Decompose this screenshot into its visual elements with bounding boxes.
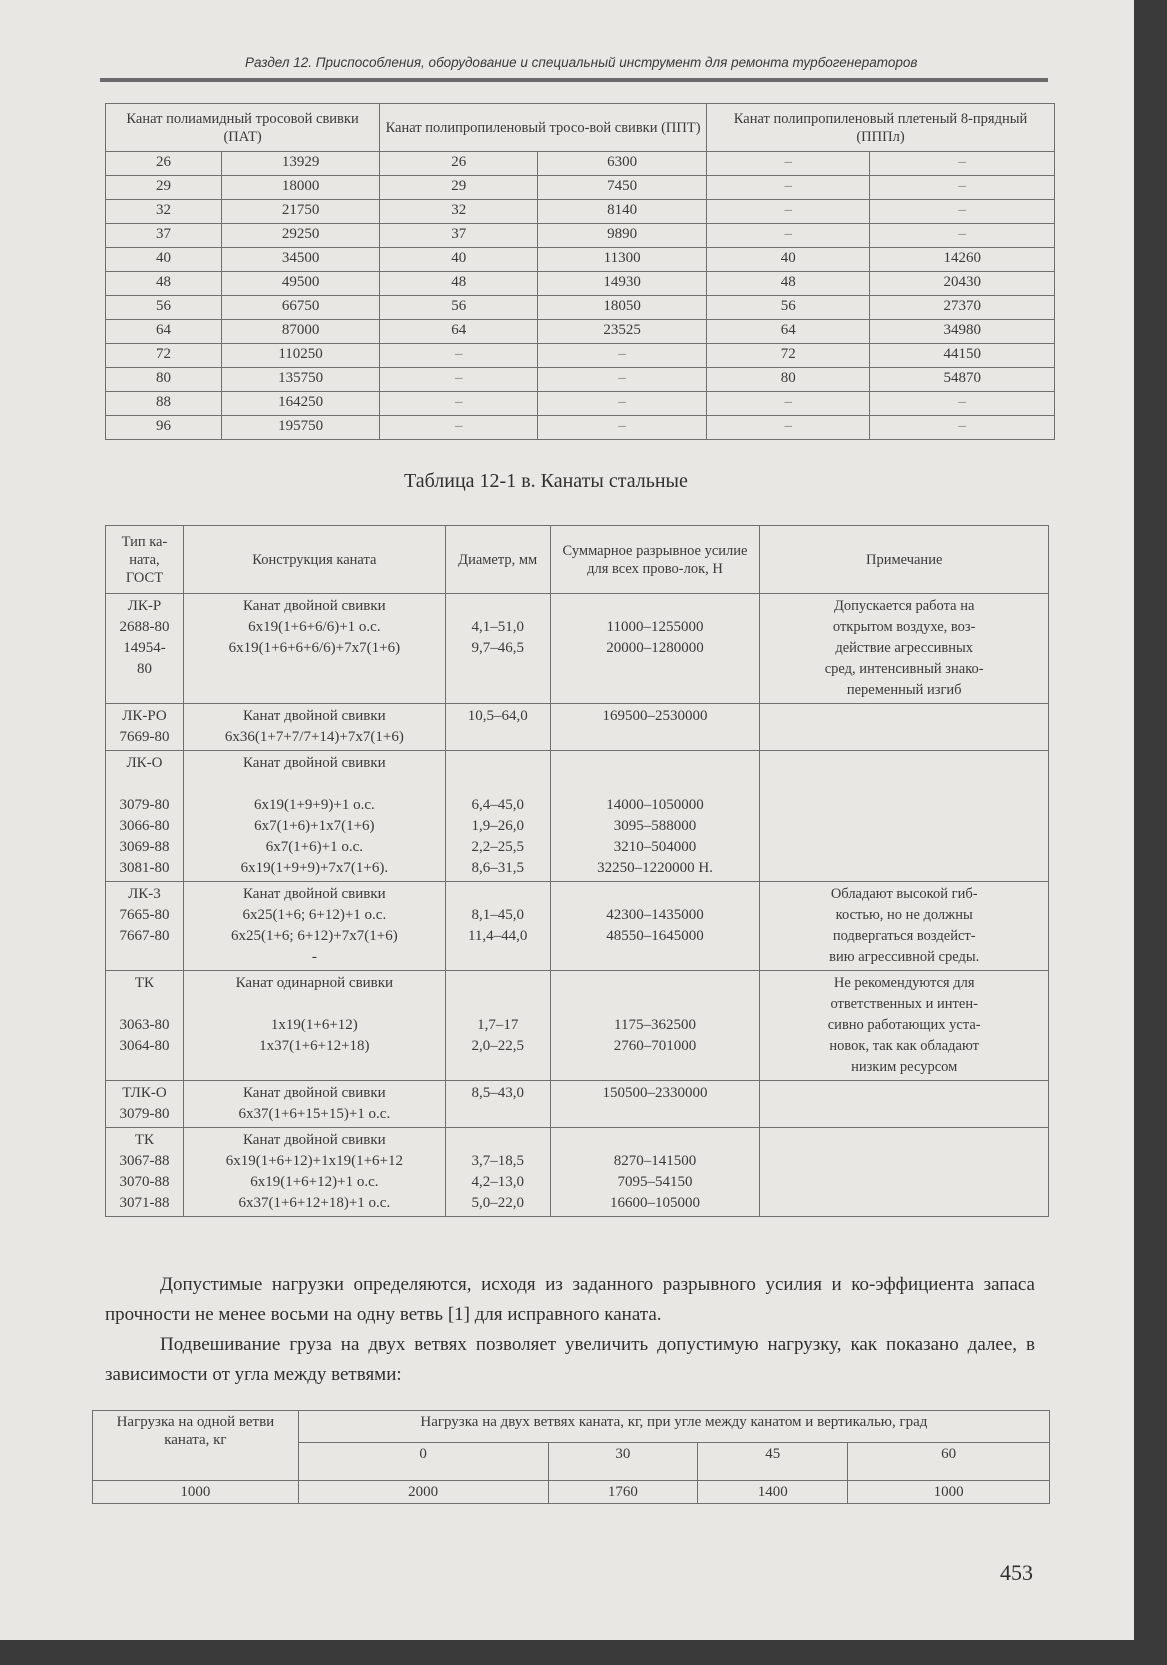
cell-note	[760, 971, 1049, 1081]
cell-line: 8,6–31,5	[471, 860, 524, 876]
cell-line: Канат двойной свивки	[243, 755, 386, 771]
table-row	[106, 751, 1049, 882]
table-cell: 18000	[221, 176, 379, 200]
table-cell: 7450	[538, 176, 707, 200]
cell-line: 7665-80	[119, 907, 170, 923]
cell-line	[110, 994, 179, 1015]
header-pppl: Канат полипропиленовый плетеный 8-прядный (ПППл)	[707, 104, 1055, 152]
table-cell: 21750	[221, 200, 379, 224]
table-row	[106, 224, 1055, 248]
cell-force	[550, 882, 760, 971]
table-cell: –	[707, 200, 870, 224]
cell-line: 14954-	[123, 640, 166, 656]
page-number: 453	[1000, 1560, 1033, 1585]
cell-line: ЛК-О	[126, 755, 163, 771]
table-row	[106, 882, 1049, 971]
angle-cell: 0	[298, 1443, 548, 1481]
cell-line: 7095–54150	[617, 1174, 693, 1190]
table-row	[106, 1081, 1049, 1128]
cell-construction	[183, 751, 445, 882]
cell-line: 3,7–18,5	[471, 1153, 524, 1169]
cell-force	[550, 971, 760, 1081]
table-cell: 64	[106, 320, 222, 344]
table-cell: 72	[106, 344, 222, 368]
cell-line: 6x19(1+9+9)+1 о.с.	[253, 797, 375, 813]
table-cell: 20430	[870, 272, 1055, 296]
cell-line: 3071-88	[119, 1195, 170, 1211]
cell-line: переменный изгиб	[846, 682, 962, 698]
table-cell: 37	[106, 224, 222, 248]
table-cell: 34500	[221, 248, 379, 272]
header-rule	[100, 78, 1048, 82]
cell-line	[450, 994, 546, 1015]
cell-line: 6x7(1+6)+1x7(1+6)	[254, 818, 375, 834]
running-header: Раздел 12. Приспособления, оборудование и специальный инструмент для ремонта турбогенераторов	[245, 55, 918, 70]
cell-line: 3064-80	[119, 1038, 170, 1054]
table-cell: 8140	[538, 200, 707, 224]
cell-line: 6x19(1+6+6/6)+1 о.с.	[248, 619, 381, 635]
cell-line: 150500–2330000	[602, 1085, 708, 1101]
header-construction: Конструкция каната	[183, 526, 445, 594]
cell-diameter	[445, 704, 550, 751]
table-cell: 23525	[538, 320, 707, 344]
table-row	[106, 392, 1055, 416]
cell-line: 10,5–64,0	[467, 708, 528, 724]
cell-diameter	[445, 1081, 550, 1128]
two-branch-value: 1000	[848, 1481, 1050, 1504]
table-cell: –	[707, 224, 870, 248]
cell-line: низким ресурсом	[851, 1059, 958, 1075]
table-row	[106, 594, 1049, 704]
cell-line: 3079-80	[119, 1106, 170, 1122]
cell-line: 169500–2530000	[602, 708, 708, 724]
cell-line	[555, 994, 756, 1015]
cell-type	[106, 971, 184, 1081]
cell-line: 2688-80	[119, 619, 170, 635]
table-cell: 56	[707, 296, 870, 320]
table-cell: 14930	[538, 272, 707, 296]
cell-diameter	[445, 971, 550, 1081]
angle-cell: 60	[848, 1443, 1050, 1481]
cell-line: 14000–1050000	[606, 797, 704, 813]
cell-line: костью, но не должны	[835, 907, 973, 923]
table-synthetic-ropes	[105, 103, 1055, 440]
paragraph-two-branches: Подвешивание груза на двух ветвях позволяет увеличить допустимую нагрузку, как показано далее, в зависимости от угла между ветвями:	[105, 1334, 1035, 1385]
cell-construction	[183, 704, 445, 751]
header-ppt: Канат полипропиленовый тросо-вой свивки (ППТ)	[380, 104, 707, 152]
cell-line	[555, 753, 756, 774]
table-cell: 56	[106, 296, 222, 320]
table-cell: –	[380, 392, 538, 416]
cell-line: 80	[136, 661, 152, 677]
table-cell: –	[538, 368, 707, 392]
cell-line: Канат двойной свивки	[243, 598, 386, 614]
table-cell: 29250	[221, 224, 379, 248]
cell-line: 3070-88	[119, 1174, 170, 1190]
cell-line: 3067-88	[119, 1153, 170, 1169]
cell-line	[450, 1130, 546, 1151]
header-rope-type: Тип ка-ната, ГОСТ	[106, 526, 184, 594]
cell-type	[106, 594, 184, 704]
cell-force	[550, 704, 760, 751]
table-steel-ropes	[105, 525, 1049, 1217]
table-cell: 11300	[538, 248, 707, 272]
table-cell: 9890	[538, 224, 707, 248]
table-cell: 6300	[538, 152, 707, 176]
cell-line: ТЛК-О	[122, 1085, 167, 1101]
cell-line	[450, 774, 546, 795]
table-cell: –	[870, 176, 1055, 200]
table-cell: 72	[707, 344, 870, 368]
table-cell: 66750	[221, 296, 379, 320]
cell-line: подвергаться воздейст-	[832, 928, 976, 944]
table-two-branch-loads	[92, 1410, 1050, 1504]
table-cell: 164250	[221, 392, 379, 416]
cell-type	[106, 751, 184, 882]
angle-cell: 45	[698, 1443, 848, 1481]
table-cell: 26	[106, 152, 222, 176]
cell-line: ЛК-РО	[122, 708, 167, 724]
cell-line: 48550–1645000	[606, 928, 704, 944]
cell-line: новок, так как обладают	[829, 1038, 979, 1054]
cell-note	[760, 594, 1049, 704]
table-cell: 44150	[870, 344, 1055, 368]
table-cell: –	[380, 344, 538, 368]
cell-construction	[183, 1128, 445, 1217]
table-cell: 80	[707, 368, 870, 392]
cell-line: 3069-88	[119, 839, 170, 855]
cell-line	[555, 973, 756, 994]
table-cell: 54870	[870, 368, 1055, 392]
cell-line: открытом воздухе, воз-	[832, 619, 976, 635]
table-row	[106, 416, 1055, 440]
table-row	[106, 176, 1055, 200]
header-note: Примечание	[760, 526, 1049, 594]
cell-line: 7667-80	[119, 928, 170, 944]
table-cell: 13929	[221, 152, 379, 176]
single-load-value: 1000	[93, 1481, 299, 1504]
table-cell: 96	[106, 416, 222, 440]
table-cell: 80	[106, 368, 222, 392]
table-cell: –	[870, 224, 1055, 248]
cell-force	[550, 1128, 760, 1217]
cell-line: 1x19(1+6+12)	[270, 1017, 358, 1033]
cell-diameter	[445, 882, 550, 971]
cell-line: 6x19(1+6+12)+1x19(1+6+12	[225, 1153, 403, 1169]
table-cell: 64	[707, 320, 870, 344]
cell-line	[555, 596, 756, 617]
cell-line: Канат двойной свивки	[243, 1085, 386, 1101]
cell-line: 3079-80	[119, 797, 170, 813]
table-row	[106, 152, 1055, 176]
cell-construction	[183, 594, 445, 704]
table-cell: 32	[380, 200, 538, 224]
table-caption: Таблица 12-1 в. Канаты стальные	[404, 470, 688, 492]
cell-line: 16600–105000	[610, 1195, 701, 1211]
cell-line: Обладают высокой гиб-	[830, 886, 978, 902]
cell-line: действие агрессивных	[835, 640, 974, 656]
cell-line: Не рекомендуются для	[833, 975, 975, 991]
table-cell: –	[870, 152, 1055, 176]
cell-line: 6x25(1+6; 6+12)+1 о.с.	[242, 907, 387, 923]
cell-line: Допускается работа на	[833, 598, 975, 614]
cell-line: 32250–1220000 Н.	[597, 860, 713, 876]
cell-line: 2,2–25,5	[471, 839, 524, 855]
table-cell: –	[707, 392, 870, 416]
table-cell: 49500	[221, 272, 379, 296]
table-row	[106, 296, 1055, 320]
table-cell: –	[707, 176, 870, 200]
cell-line: ЛК-Р	[127, 598, 162, 614]
table-cell: 34980	[870, 320, 1055, 344]
cell-line: 42300–1435000	[606, 907, 704, 923]
cell-line: 2,0–22,5	[471, 1038, 524, 1054]
cell-line: 9,7–46,5	[471, 640, 524, 656]
table-cell: 195750	[221, 416, 379, 440]
cell-line: Канат одинарной свивки	[235, 975, 394, 991]
cell-line	[450, 596, 546, 617]
cell-note	[760, 1081, 1049, 1128]
cell-line: 11000–1255000	[606, 619, 704, 635]
table-row	[106, 368, 1055, 392]
cell-line: вию агрессивной среды.	[829, 949, 980, 965]
cell-line	[188, 994, 441, 1015]
header-two-branch-load: Нагрузка на двух ветвях каната, кг, при угле между канатом и вертикалью, град	[298, 1411, 1049, 1443]
cell-line: -	[311, 949, 317, 965]
table-cell: 29	[106, 176, 222, 200]
table-cell: 48	[106, 272, 222, 296]
cell-line: 8,1–45,0	[471, 907, 524, 923]
two-branch-value: 1760	[548, 1481, 698, 1504]
cell-line: 6x19(1+9+9)+7x7(1+6).	[240, 860, 389, 876]
cell-line: 3210–504000	[613, 839, 697, 855]
angle-cell: 30	[548, 1443, 698, 1481]
cell-type	[106, 1081, 184, 1128]
table-cell: 29	[380, 176, 538, 200]
cell-construction	[183, 882, 445, 971]
cell-line: сивно работающих уста-	[827, 1017, 981, 1033]
cell-line: ЛК-3	[128, 886, 161, 902]
table-row	[106, 248, 1055, 272]
cell-line	[450, 884, 546, 905]
table-cell: 135750	[221, 368, 379, 392]
cell-line	[450, 753, 546, 774]
cell-note	[760, 751, 1049, 882]
table-cell: 40	[106, 248, 222, 272]
table-cell: 64	[380, 320, 538, 344]
cell-type	[106, 882, 184, 971]
cell-line: 6x19(1+6+6+6/6)+7x7(1+6)	[228, 640, 401, 656]
cell-line	[555, 884, 756, 905]
table-cell: 14260	[870, 248, 1055, 272]
table-cell: 48	[380, 272, 538, 296]
cell-line: Канат двойной свивки	[243, 1132, 386, 1148]
table-row	[106, 320, 1055, 344]
paragraph-permissible-loads: Допустимые нагрузки определяются, исходя из заданного разрывного усилия и ко-эффициента запаса прочности не менее восьми на одну ветвь [1] для исправного каната.	[105, 1274, 1035, 1325]
cell-line: 1,7–17	[477, 1017, 519, 1033]
cell-line: 1175–362500	[614, 1017, 696, 1033]
cell-line: 3095–588000	[613, 818, 697, 834]
cell-line: сред, интенсивный знако-	[824, 661, 984, 677]
table-cell: –	[870, 200, 1055, 224]
cell-line	[450, 973, 546, 994]
table-cell: –	[538, 392, 707, 416]
cell-diameter	[445, 594, 550, 704]
table-row	[106, 272, 1055, 296]
table-cell: 40	[380, 248, 538, 272]
two-branch-value: 1400	[698, 1481, 848, 1504]
cell-line: Канат двойной свивки	[243, 708, 386, 724]
two-branch-value: 2000	[298, 1481, 548, 1504]
cell-line: 6x25(1+6; 6+12)+7x7(1+6)	[230, 928, 398, 944]
cell-line: 11,4–44,0	[467, 928, 528, 944]
table-cell: –	[380, 368, 538, 392]
table-cell: –	[538, 344, 707, 368]
cell-line: ТК	[134, 1132, 155, 1148]
cell-line: 2760–701000	[613, 1038, 697, 1054]
header-breaking-force: Суммарное разрывное усилие для всех прово-лок, Н	[550, 526, 760, 594]
table-cell: –	[870, 416, 1055, 440]
cell-line	[555, 774, 756, 795]
table-cell: 27370	[870, 296, 1055, 320]
table-cell: 110250	[221, 344, 379, 368]
cell-line: 8,5–43,0	[471, 1085, 524, 1101]
cell-force	[550, 751, 760, 882]
table-cell: 56	[380, 296, 538, 320]
cell-line: 4,2–13,0	[471, 1174, 524, 1190]
table-cell: –	[538, 416, 707, 440]
header-single-branch-load: Нагрузка на одной ветви каната, кг	[93, 1411, 299, 1481]
table-row	[106, 1128, 1049, 1217]
cell-construction	[183, 971, 445, 1081]
table-cell: 32	[106, 200, 222, 224]
cell-line: 8270–141500	[613, 1153, 697, 1169]
table-cell: 37	[380, 224, 538, 248]
cell-line: ТК	[134, 975, 155, 991]
cell-type	[106, 1128, 184, 1217]
cell-force	[550, 1081, 760, 1128]
cell-line	[188, 774, 441, 795]
cell-line: 6,4–45,0	[471, 797, 524, 813]
cell-note	[760, 704, 1049, 751]
cell-line: 6x36(1+7+7/7+14)+7x7(1+6)	[224, 729, 404, 745]
table-cell: 26	[380, 152, 538, 176]
cell-line: Канат двойной свивки	[243, 886, 386, 902]
table-cell: 88	[106, 392, 222, 416]
cell-line: ответственных и интен-	[830, 996, 978, 1012]
table-cell: 87000	[221, 320, 379, 344]
table-cell: –	[707, 152, 870, 176]
table-row	[106, 200, 1055, 224]
table-cell: 18050	[538, 296, 707, 320]
cell-line: 4,1–51,0	[471, 619, 524, 635]
cell-line: 1,9–26,0	[471, 818, 524, 834]
cell-line: 6x37(1+6+15+15)+1 о.с.	[238, 1106, 391, 1122]
cell-line: 3066-80	[119, 818, 170, 834]
header-diameter: Диаметр, мм	[445, 526, 550, 594]
table-cell: –	[870, 392, 1055, 416]
cell-diameter	[445, 1128, 550, 1217]
cell-force	[550, 594, 760, 704]
cell-line	[555, 1130, 756, 1151]
table-cell: 48	[707, 272, 870, 296]
cell-line: 6x37(1+6+12+18)+1 о.с.	[238, 1195, 391, 1211]
table-row	[106, 704, 1049, 751]
cell-line: 3081-80	[119, 860, 170, 876]
table-cell: 40	[707, 248, 870, 272]
header-pat: Канат полиамидный тросовой свивки (ПАТ)	[106, 104, 380, 152]
table-cell: –	[380, 416, 538, 440]
cell-line	[110, 774, 179, 795]
cell-note	[760, 882, 1049, 971]
cell-diameter	[445, 751, 550, 882]
cell-note	[760, 1128, 1049, 1217]
cell-line: 6x19(1+6+12)+1 о.с.	[250, 1174, 379, 1190]
table-row	[106, 344, 1055, 368]
cell-line: 20000–1280000	[606, 640, 704, 656]
cell-line: 1x37(1+6+12+18)	[259, 1038, 370, 1054]
cell-construction	[183, 1081, 445, 1128]
table-cell: –	[707, 416, 870, 440]
table-row	[106, 971, 1049, 1081]
cell-line: 7669-80	[119, 729, 170, 745]
cell-line: 3063-80	[119, 1017, 170, 1033]
cell-line: 6x7(1+6)+1 о.с.	[265, 839, 364, 855]
cell-type	[106, 704, 184, 751]
cell-line: 5,0–22,0	[471, 1195, 524, 1211]
